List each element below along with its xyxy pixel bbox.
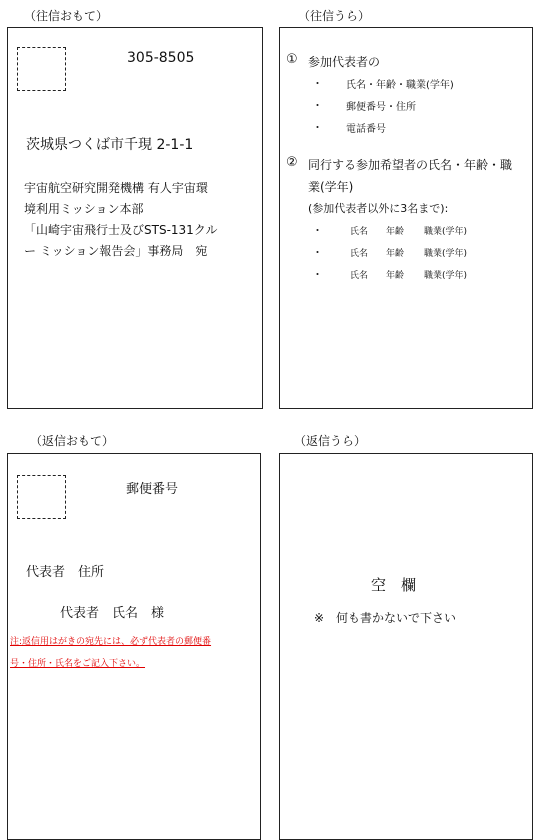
name-field: 氏名 bbox=[350, 249, 369, 259]
note-line: 注:返信用はがきの宛先には、必ず代表者の郵便番 bbox=[10, 637, 212, 647]
outgoing-back-card bbox=[279, 27, 533, 409]
item2-label-cont: 業(学年) bbox=[308, 180, 354, 194]
item1-label: 参加代表者の bbox=[308, 55, 381, 69]
recipient-line: 宇宙航空研究開発機構 有人宇宙環 bbox=[24, 181, 208, 195]
caption-outgoing-back: （往信うら） bbox=[298, 9, 371, 23]
item1-number: ① bbox=[286, 52, 298, 67]
caption-return-back: （返信うら） bbox=[294, 434, 367, 448]
item1-subitem: 郵便番号・住所 bbox=[346, 102, 416, 113]
bullet: ・ bbox=[312, 268, 323, 281]
item2-label: 同行する参加希望者の氏名・年齢・職 bbox=[308, 158, 513, 172]
item2-number: ② bbox=[286, 155, 298, 170]
bullet: ・ bbox=[312, 224, 323, 237]
age-field: 年齢 bbox=[386, 227, 405, 237]
name-field: 氏名 bbox=[350, 271, 369, 281]
postal-code-label: 郵便番号 bbox=[126, 482, 179, 497]
occupation-field: 職業(学年) bbox=[424, 249, 468, 259]
item1-subitem: 電話番号 bbox=[346, 124, 386, 135]
bullet: ・ bbox=[312, 246, 323, 259]
return-front-card bbox=[7, 453, 261, 840]
recipient-line: 境利用ミッション本部 bbox=[24, 202, 144, 216]
return-back-card bbox=[279, 453, 533, 840]
stamp-box bbox=[17, 475, 66, 519]
bullet: ・ bbox=[312, 121, 323, 134]
bullet: ・ bbox=[312, 77, 323, 90]
item1-subitem: 氏名・年齢・職業(学年) bbox=[346, 80, 454, 91]
occupation-field: 職業(学年) bbox=[424, 271, 468, 281]
caption-outgoing-front: （往信おもて） bbox=[24, 9, 109, 23]
recipient-line: ー ミッション報告会」事務局 宛 bbox=[24, 244, 208, 258]
do-not-write-note: ※ 何も書かないで下さい bbox=[314, 611, 457, 625]
caption-return-front: （返信おもて） bbox=[30, 434, 115, 448]
recipient-block bbox=[24, 178, 217, 262]
postal-code: 305-8505 bbox=[127, 50, 195, 66]
address: 茨城県つくば市千現 2-1-1 bbox=[26, 137, 194, 153]
recipient-line: 「山崎宇宙飛行士及びSTS-131クル bbox=[24, 223, 218, 237]
note-line: 号・住所・氏名をご記入下さい。 bbox=[10, 659, 146, 669]
blank-title: 空 欄 bbox=[371, 576, 417, 594]
representative-address-label: 代表者 住所 bbox=[26, 565, 105, 580]
outgoing-front-card bbox=[7, 27, 263, 409]
occupation-field: 職業(学年) bbox=[424, 227, 468, 237]
return-address-note bbox=[10, 631, 211, 675]
bullet: ・ bbox=[312, 99, 323, 112]
name-field: 氏名 bbox=[350, 227, 369, 237]
item2-note: (参加代表者以外に3名まで): bbox=[308, 202, 449, 215]
age-field: 年齢 bbox=[386, 271, 405, 281]
stamp-box bbox=[17, 47, 66, 91]
representative-name-label: 代表者 氏名 様 bbox=[60, 606, 165, 621]
age-field: 年齢 bbox=[386, 249, 405, 259]
